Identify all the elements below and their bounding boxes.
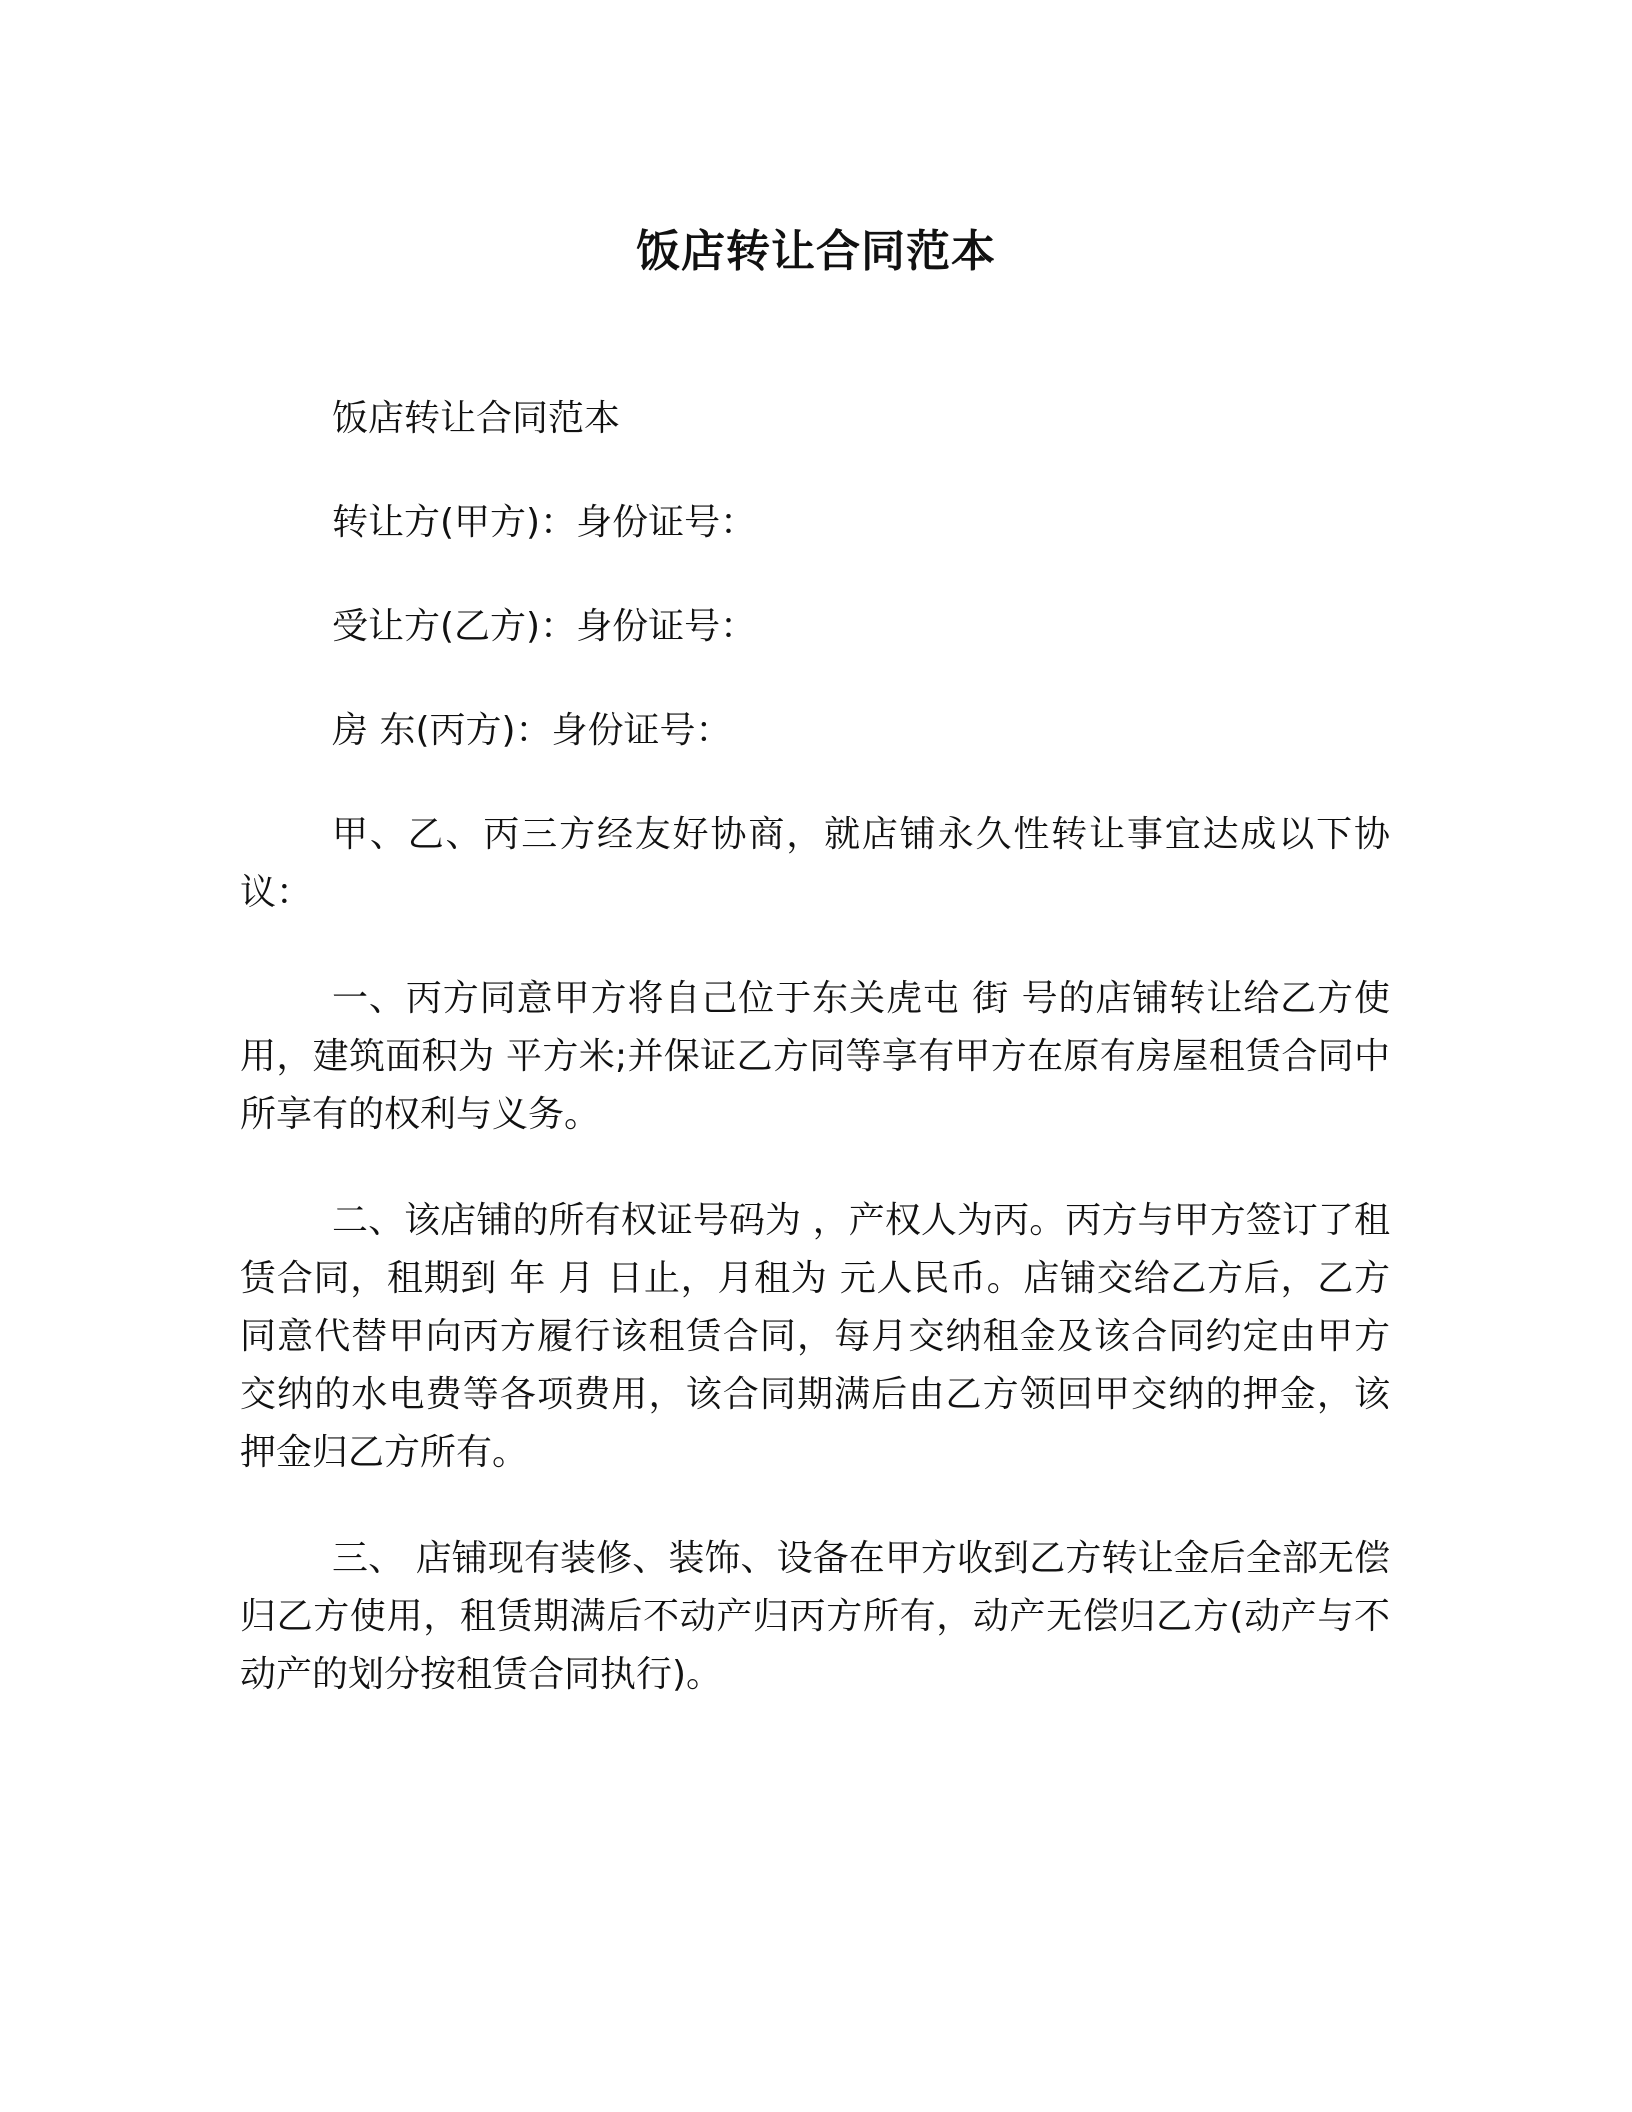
document-body — [240, 390, 1390, 1704]
party-c-line: 房 东(丙方)：身份证号： — [332, 710, 732, 751]
party-a-line: 转让方(甲方)：身份证号： — [332, 502, 757, 543]
subtitle-paragraph: 饭店转让合同范本 — [332, 398, 621, 439]
clause-1-paragraph: 一、丙方同意甲方将自己位于东关虎屯 街 号的店铺转让给乙方使用，建筑面积为 平方米;并保证乙方同等享有甲方在原有房屋租赁合同中所享有的权利与义务。 — [240, 978, 1390, 1135]
agreement-intro-paragraph: 甲、乙、丙三方经友好协商，就店铺永久性转让事宜达成以下协议： — [240, 814, 1390, 913]
clause-3-paragraph: 三、 店铺现有装修、装饰、设备在甲方收到乙方转让金后全部无偿归乙方使用，租赁期满后不动产归丙方所有，动产无偿归乙方(动产与不动产的划分按租赁合同执行)。 — [240, 1538, 1390, 1695]
document-title: 饭店转让合同范本 — [636, 226, 996, 277]
clause-2-paragraph: 二、该店铺的所有权证号码为 ，产权人为丙。丙方与甲方签订了租赁合同，租期到 年 月 日止，月租为 元人民币。店铺交给乙方后，乙方同意代替甲向丙方履行该租赁合同，每月交纳租金及该合同约定由甲方交纳的水电费等各项费用，该合同期满后由乙方领回甲交纳的押金，该押金归乙方所有。 — [240, 1200, 1390, 1473]
party-b-line: 受让方(乙方)：身份证号： — [332, 606, 757, 647]
